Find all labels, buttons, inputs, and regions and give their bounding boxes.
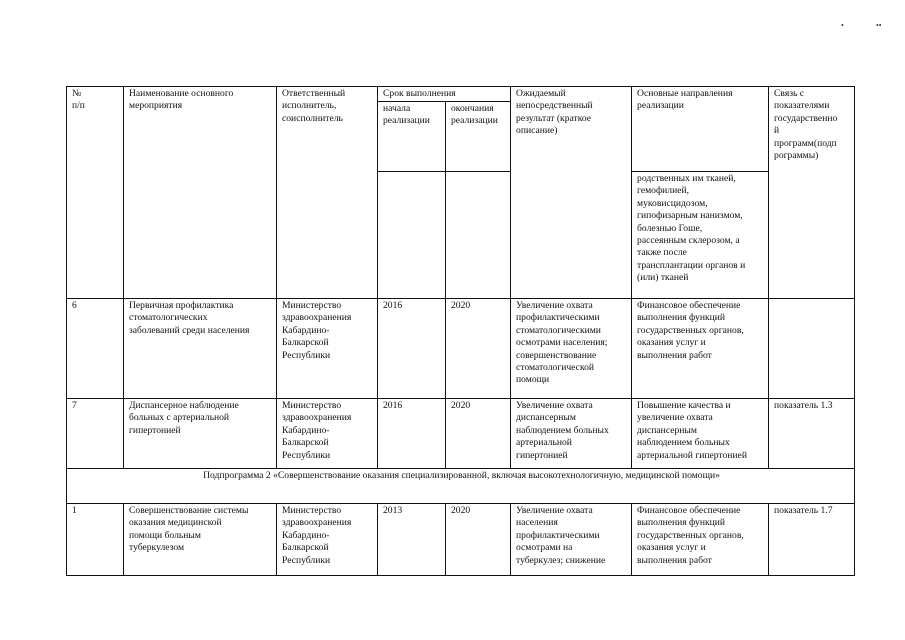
row-name: Совершенствование системы оказания медицинской помощи больным туберкулезом [124,504,277,576]
row-result: Увеличение охвата диспансерным наблюдением больных артериальной гипертонией [511,399,632,469]
row-end: 2020 [446,399,511,469]
header-result: Ожидаемый непосредственный результат (краткое описание) [511,87,632,299]
header-directions: Основные направления реализации [632,87,769,172]
measures-table [66,86,855,576]
table-row [67,399,855,469]
header-executor: Ответственный исполнитель, соисполнитель [277,87,378,299]
row-directions: Финансовое обеспечение выполнения функций государственных органов, оказания услуг и выполнения работ [632,504,769,576]
row-num: 7 [67,399,124,469]
row-executor: Министерство здравоохранения Кабардино- Балкарской Республики [277,299,378,399]
row-name: Диспансерное наблюдение больных с артериальной гипертонией [124,399,277,469]
table-row [67,299,855,399]
row-executor: Министерство здравоохранения Кабардино- Балкарской Республики [277,399,378,469]
row-link [769,299,855,399]
row-start: 2013 [378,504,446,576]
row-end: 2020 [446,504,511,576]
row-num: 6 [67,299,124,399]
directions-continued: родственных им тканей, гемофилией, муковисцидозом, гипофизарным нанизмом, болезнью Гоше, рассеянным склерозом, а также после трансплантации органов и (или) тканей [632,172,769,299]
row-directions: Финансовое обеспечение выполнения функций государственных органов, оказания услуг и выполнения работ [632,299,769,399]
row-num: 1 [67,504,124,576]
header-term: Срок выполнения [378,87,511,102]
corner-mark: •• [876,21,882,30]
header-name: Наименование основного мероприятия [124,87,277,299]
row-result: Увеличение охвата населения профилактическими осмотрами на туберкулез; снижение [511,504,632,576]
row-end: 2020 [446,299,511,399]
header-num: № п/п [67,87,124,299]
header-start: начала реализации [378,102,446,172]
row-link: показатель 1.7 [769,504,855,576]
row-executor: Министерство здравоохранения Кабардино- Балкарской Республики [277,504,378,576]
empty-cell [378,172,446,299]
row-start: 2016 [378,399,446,469]
corner-mark: • [841,21,844,30]
subprogram-title: Подпрограмма 2 «Совершенствование оказания специализированной, включая высокотехнологичную, медицинской помощи» [67,469,855,504]
header-end: окончания реализации [446,102,511,172]
row-start: 2016 [378,299,446,399]
row-result: Увеличение охвата профилактическими стоматологическими осмотрами населения; совершенствование стоматологической помощи [511,299,632,399]
row-link: показатель 1.3 [769,399,855,469]
row-directions: Повышение качества и увеличение охвата диспансерным наблюдением больных артериальной гипертонией [632,399,769,469]
header-link: Связь с показателями государственно й программ(подп рограммы) [769,87,855,299]
table-row [67,504,855,576]
row-name: Первичная профилактика стоматологических заболеваний среди населения [124,299,277,399]
empty-cell [446,172,511,299]
